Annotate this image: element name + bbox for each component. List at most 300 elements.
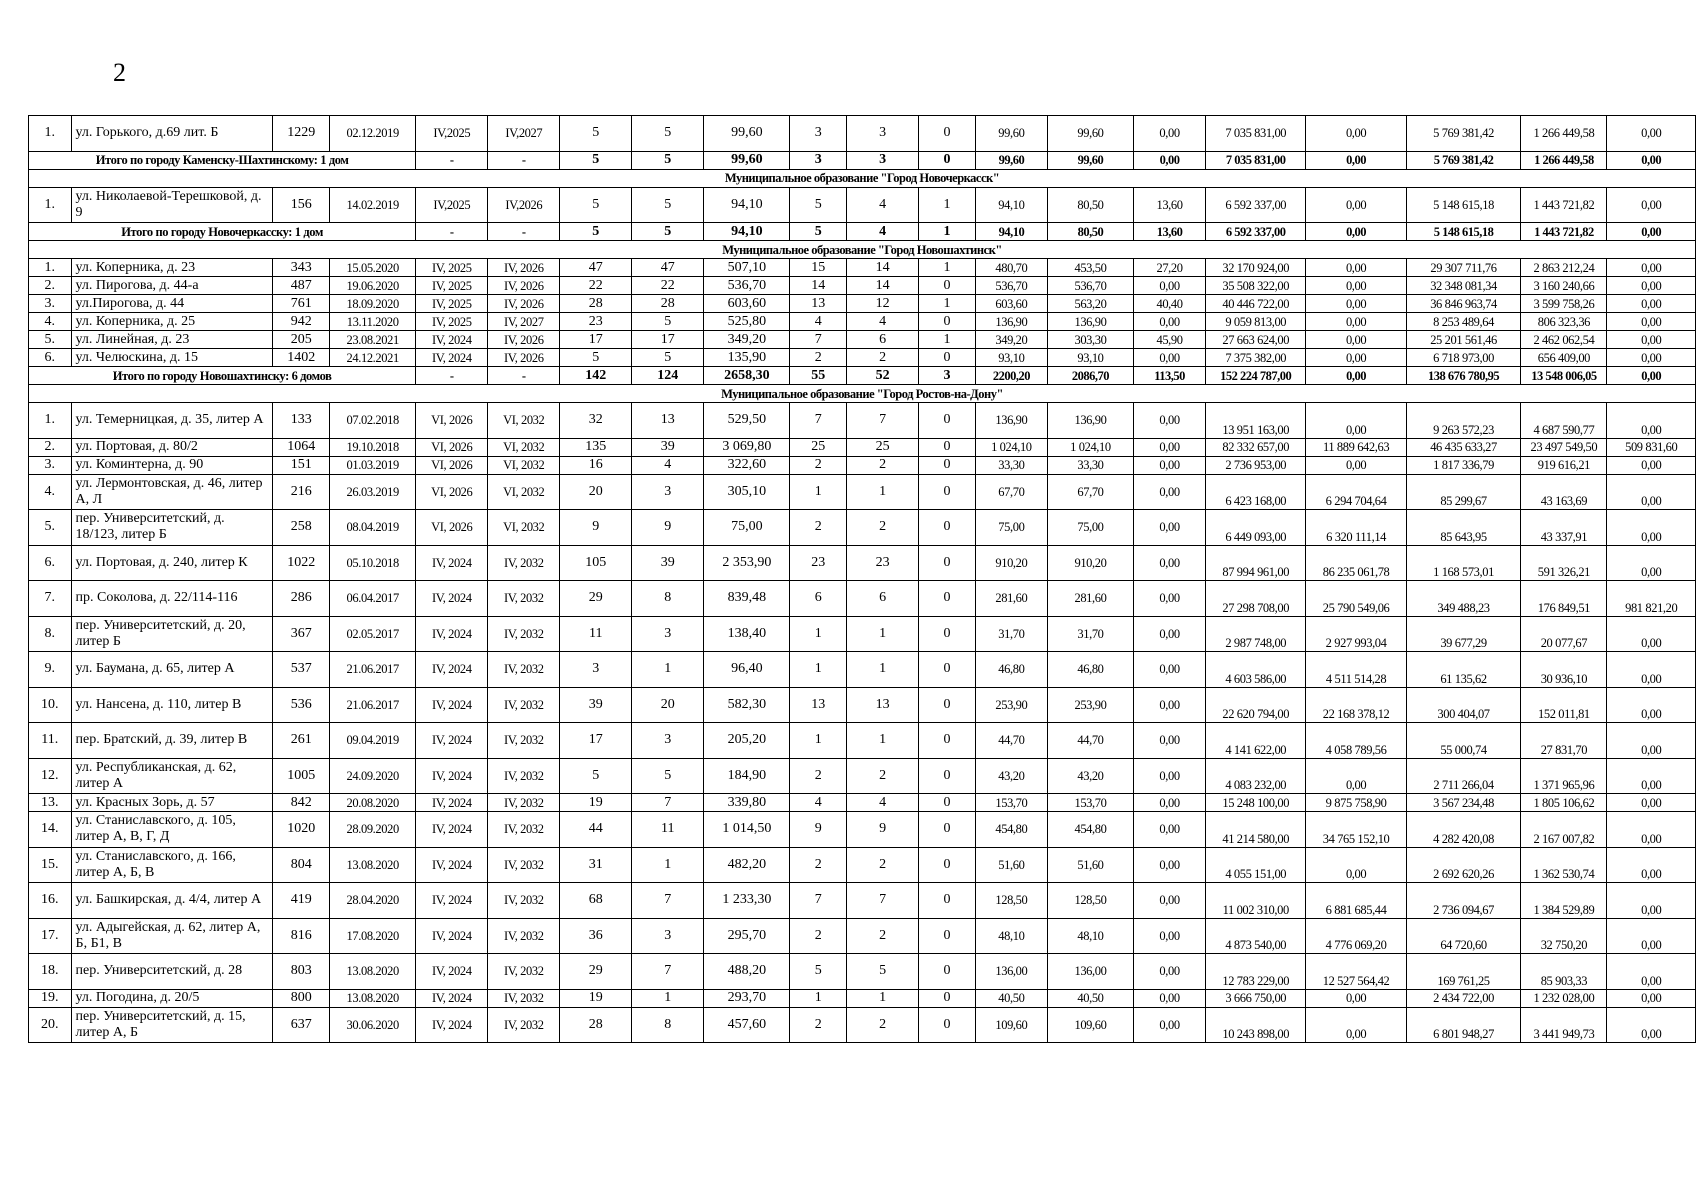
table-cell: 0,00	[1134, 794, 1206, 812]
table-cell: 9 875 758,90	[1306, 794, 1406, 812]
table-cell: 2 736 094,67	[1406, 883, 1521, 919]
table-cell: 31	[560, 847, 632, 883]
table-cell: IV, 2032	[488, 847, 560, 883]
table-cell: 45,90	[1134, 331, 1206, 349]
table-cell: 15	[790, 259, 847, 277]
table-cell: IV, 2026	[488, 331, 560, 349]
table-cell: 47	[560, 259, 632, 277]
table-cell: 0,00	[1607, 652, 1696, 688]
table-cell: IV, 2024	[416, 918, 488, 954]
table-cell: 454,80	[975, 812, 1047, 848]
table-cell: 1022	[273, 545, 330, 581]
total-cell: 5 148 615,18	[1406, 223, 1521, 241]
total-cell: 3	[790, 151, 847, 169]
table-cell: 0,00	[1607, 883, 1696, 919]
table-cell: 30 936,10	[1521, 652, 1607, 688]
table-cell: IV, 2024	[416, 545, 488, 581]
table-cell: 11 889 642,63	[1306, 438, 1406, 456]
table-cell: 0	[919, 456, 976, 474]
table-cell: 67,70	[1047, 474, 1133, 510]
table-cell: 5	[790, 954, 847, 990]
table-cell: 27 663 624,00	[1206, 331, 1306, 349]
table-cell: 22	[632, 277, 704, 295]
table-cell: VI, 2026	[416, 456, 488, 474]
table-cell: 15.05.2020	[330, 259, 416, 277]
table-cell: 7	[632, 883, 704, 919]
total-cell: 99,60	[1047, 151, 1133, 169]
table-row	[29, 116, 1696, 152]
section-heading-row	[29, 241, 1696, 259]
table-row	[29, 187, 1696, 223]
table-cell: 2 927 993,04	[1306, 616, 1406, 652]
table-cell: 29	[560, 581, 632, 617]
table-cell: 8	[632, 1007, 704, 1043]
table-cell: IV, 2032	[488, 954, 560, 990]
housing-register-table	[28, 115, 1696, 1043]
table-cell: 14.02.2019	[330, 187, 416, 223]
table-cell: 1	[790, 474, 847, 510]
table-cell: 152 011,81	[1521, 687, 1607, 723]
table-cell: 258	[273, 510, 330, 546]
table-cell: 19.06.2020	[330, 277, 416, 295]
table-cell: 176 849,51	[1521, 581, 1607, 617]
total-cell: 2086,70	[1047, 367, 1133, 385]
table-cell: 43,20	[975, 758, 1047, 794]
table-cell: 10.	[29, 687, 72, 723]
table-cell: 0,00	[1134, 812, 1206, 848]
address-cell: ул. Республиканская, д. 62, литер А	[71, 758, 273, 794]
table-cell: IV, 2025	[416, 295, 488, 313]
table-cell: 4	[790, 313, 847, 331]
table-cell: 2	[790, 510, 847, 546]
table-cell: 0,00	[1134, 989, 1206, 1007]
table-cell: 529,50	[704, 403, 790, 439]
address-cell: ул.Пирогова, д. 44	[71, 295, 273, 313]
table-cell: IV, 2024	[416, 954, 488, 990]
total-cell: 142	[560, 367, 632, 385]
table-cell: 800	[273, 989, 330, 1007]
table-cell: 138,40	[704, 616, 790, 652]
address-cell: ул. Портовая, д. 80/2	[71, 438, 273, 456]
table-cell: IV, 2026	[488, 295, 560, 313]
table-cell: 13.11.2020	[330, 313, 416, 331]
table-row	[29, 295, 1696, 313]
table-cell: 1005	[273, 758, 330, 794]
table-cell: 43,20	[1047, 758, 1133, 794]
table-cell: 46,80	[1047, 652, 1133, 688]
table-cell: 1	[919, 295, 976, 313]
table-cell: 4 603 586,00	[1206, 652, 1306, 688]
total-cell: -	[488, 367, 560, 385]
table-cell: 94,10	[975, 187, 1047, 223]
table-cell: 0,00	[1134, 438, 1206, 456]
table-cell: 10 243 898,00	[1206, 1007, 1306, 1043]
table-cell: 7	[847, 883, 919, 919]
table-cell: 35 508 322,00	[1206, 277, 1306, 295]
table-cell: 0,00	[1306, 403, 1406, 439]
table-cell: VI, 2026	[416, 474, 488, 510]
table-cell: 2 736 953,00	[1206, 456, 1306, 474]
table-cell: 0,00	[1134, 510, 1206, 546]
table-cell: 0,00	[1134, 847, 1206, 883]
table-cell: 0,00	[1607, 277, 1696, 295]
table-cell: 0	[919, 474, 976, 510]
table-cell: 9 263 572,23	[1406, 403, 1521, 439]
table-cell: 0	[919, 313, 976, 331]
table-cell: 2	[847, 510, 919, 546]
table-cell: 0	[919, 616, 976, 652]
table-cell: 0	[919, 883, 976, 919]
table-cell: 0	[919, 116, 976, 152]
table-cell: 46,80	[975, 652, 1047, 688]
table-cell: 43 337,91	[1521, 510, 1607, 546]
table-cell: 51,60	[1047, 847, 1133, 883]
table-cell: 48,10	[1047, 918, 1133, 954]
table-cell: 5	[560, 758, 632, 794]
table-cell: 1	[847, 723, 919, 759]
table-cell: 0,00	[1607, 295, 1696, 313]
table-cell: 4 687 590,77	[1521, 403, 1607, 439]
table-cell: 4 141 622,00	[1206, 723, 1306, 759]
table-cell: 803	[273, 954, 330, 990]
table-cell: 816	[273, 918, 330, 954]
table-cell: 5.	[29, 510, 72, 546]
table-cell: 14	[847, 277, 919, 295]
table-cell: 22 620 794,00	[1206, 687, 1306, 723]
table-cell: IV, 2026	[488, 277, 560, 295]
table-cell: IV, 2032	[488, 616, 560, 652]
table-cell: 3	[847, 116, 919, 152]
table-cell: 5	[560, 349, 632, 367]
table-cell: IV, 2024	[416, 847, 488, 883]
table-cell: 1	[632, 847, 704, 883]
table-cell: 2	[847, 349, 919, 367]
table-cell: 0,00	[1607, 331, 1696, 349]
table-cell: 0,00	[1607, 116, 1696, 152]
table-cell: 205,20	[704, 723, 790, 759]
table-cell: 86 235 061,78	[1306, 545, 1406, 581]
table-row	[29, 438, 1696, 456]
table-cell: 0,00	[1134, 918, 1206, 954]
table-cell: 32 348 081,34	[1406, 277, 1521, 295]
total-cell: -	[488, 223, 560, 241]
table-cell: 6 294 704,64	[1306, 474, 1406, 510]
table-cell: 1 362 530,74	[1521, 847, 1607, 883]
table-cell: 2	[790, 847, 847, 883]
table-cell: 128,50	[1047, 883, 1133, 919]
table-cell: IV, 2025	[416, 259, 488, 277]
table-cell: 1 266 449,58	[1521, 116, 1607, 152]
table-cell: 39	[632, 545, 704, 581]
table-cell: 1	[790, 616, 847, 652]
address-cell: ул. Станиславского, д. 105, литер А, В, Г, Д	[71, 812, 273, 848]
total-cell: 0,00	[1306, 223, 1406, 241]
table-cell: 48,10	[975, 918, 1047, 954]
table-cell: 40,40	[1134, 295, 1206, 313]
table-cell: 19	[560, 989, 632, 1007]
table-cell: 153,70	[1047, 794, 1133, 812]
table-cell: IV, 2032	[488, 723, 560, 759]
table-cell: 0,00	[1134, 116, 1206, 152]
table-cell: 0,00	[1134, 1007, 1206, 1043]
table-cell: IV,2027	[488, 116, 560, 152]
total-cell: 5	[560, 151, 632, 169]
table-cell: 2.	[29, 277, 72, 295]
address-cell: ул. Лермонтовская, д. 46, литер А, Л	[71, 474, 273, 510]
table-cell: 2 692 620,26	[1406, 847, 1521, 883]
table-cell: 0,00	[1134, 652, 1206, 688]
table-cell: 7	[790, 403, 847, 439]
table-cell: 0,00	[1134, 456, 1206, 474]
section-heading: Муниципальное образование "Город Ростов-на-Дону"	[29, 385, 1696, 403]
table-row	[29, 403, 1696, 439]
table-cell: IV, 2024	[416, 989, 488, 1007]
table-cell: 536,70	[1047, 277, 1133, 295]
table-cell: 0	[919, 403, 976, 439]
table-cell: 19.10.2018	[330, 438, 416, 456]
table-cell: 0,00	[1306, 1007, 1406, 1043]
table-cell: 5	[632, 116, 704, 152]
table-cell: 20	[632, 687, 704, 723]
section-heading-row	[29, 385, 1696, 403]
table-cell: 2	[790, 349, 847, 367]
section-heading: Муниципальное образование "Город Новочеркасск"	[29, 169, 1696, 187]
table-row	[29, 545, 1696, 581]
table-cell: 6	[847, 581, 919, 617]
table-cell: 0,00	[1134, 277, 1206, 295]
table-cell: 1.	[29, 116, 72, 152]
table-cell: 25	[847, 438, 919, 456]
table-cell: 1	[632, 989, 704, 1007]
table-cell: 85 643,95	[1406, 510, 1521, 546]
table-cell: 2	[847, 758, 919, 794]
table-cell: IV, 2032	[488, 918, 560, 954]
total-cell: 7 035 831,00	[1206, 151, 1306, 169]
table-cell: 12	[847, 295, 919, 313]
table-cell: 591 326,21	[1521, 545, 1607, 581]
address-cell: ул. Портовая, д. 240, литер К	[71, 545, 273, 581]
table-cell: 1402	[273, 349, 330, 367]
table-cell: 7 035 831,00	[1206, 116, 1306, 152]
table-cell: 156	[273, 187, 330, 223]
table-cell: 603,60	[975, 295, 1047, 313]
table-cell: 349,20	[704, 331, 790, 349]
table-cell: 12 527 564,42	[1306, 954, 1406, 990]
table-cell: 22	[560, 277, 632, 295]
table-cell: 4.	[29, 313, 72, 331]
total-row	[29, 223, 1696, 241]
table-cell: 4 511 514,28	[1306, 652, 1406, 688]
table-cell: 43 163,69	[1521, 474, 1607, 510]
table-cell: 1.	[29, 259, 72, 277]
table-cell: 0	[919, 794, 976, 812]
table-cell: 1	[847, 989, 919, 1007]
table-cell: 18.	[29, 954, 72, 990]
table-cell: 0	[919, 545, 976, 581]
table-cell: 1 443 721,82	[1521, 187, 1607, 223]
table-cell: 488,20	[704, 954, 790, 990]
table-cell: 9	[632, 510, 704, 546]
table-cell: 656 409,00	[1521, 349, 1607, 367]
table-cell: 5 769 381,42	[1406, 116, 1521, 152]
table-cell: 23.08.2021	[330, 331, 416, 349]
table-cell: 4 873 540,00	[1206, 918, 1306, 954]
table-cell: 2	[790, 758, 847, 794]
table-cell: 3 069,80	[704, 438, 790, 456]
table-cell: 339,80	[704, 794, 790, 812]
table-cell: 5	[632, 349, 704, 367]
table-cell: 7	[632, 954, 704, 990]
table-cell: 2 434 722,00	[1406, 989, 1521, 1007]
table-cell: IV, 2024	[416, 723, 488, 759]
total-cell: -	[416, 151, 488, 169]
table-cell: 0	[919, 723, 976, 759]
table-cell: VI, 2032	[488, 403, 560, 439]
table-cell: 46 435 633,27	[1406, 438, 1521, 456]
table-cell: 5	[790, 187, 847, 223]
table-cell: 23	[560, 313, 632, 331]
table-cell: 75,00	[975, 510, 1047, 546]
table-cell: 23	[847, 545, 919, 581]
table-cell: 4	[790, 794, 847, 812]
table-cell: 36	[560, 918, 632, 954]
table-cell: 02.05.2017	[330, 616, 416, 652]
table-cell: 1 384 529,89	[1521, 883, 1607, 919]
total-cell: 52	[847, 367, 919, 385]
table-cell: 109,60	[975, 1007, 1047, 1043]
table-cell: 28.09.2020	[330, 812, 416, 848]
total-cell: 0,00	[1607, 223, 1696, 241]
total-cell: 124	[632, 367, 704, 385]
table-cell: 0,00	[1134, 349, 1206, 367]
table-cell: 2	[847, 1007, 919, 1043]
table-cell: IV,2025	[416, 187, 488, 223]
table-cell: 5 148 615,18	[1406, 187, 1521, 223]
table-row	[29, 723, 1696, 759]
table-cell: 0,00	[1607, 456, 1696, 474]
table-cell: 6.	[29, 349, 72, 367]
total-cell: 5	[632, 151, 704, 169]
address-cell: ул. Челюскина, д. 15	[71, 349, 273, 367]
table-row	[29, 349, 1696, 367]
table-cell: 09.04.2019	[330, 723, 416, 759]
table-cell: 603,60	[704, 295, 790, 313]
table-cell: 509 831,60	[1607, 438, 1696, 456]
table-cell: 9.	[29, 652, 72, 688]
table-cell: 40,50	[1047, 989, 1133, 1007]
table-cell: IV, 2032	[488, 652, 560, 688]
table-cell: 13 951 163,00	[1206, 403, 1306, 439]
table-cell: 17.08.2020	[330, 918, 416, 954]
table-cell: 525,80	[704, 313, 790, 331]
table-cell: 12 783 229,00	[1206, 954, 1306, 990]
table-cell: 15 248 100,00	[1206, 794, 1306, 812]
table-cell: 109,60	[1047, 1007, 1133, 1043]
table-cell: 1 805 106,62	[1521, 794, 1607, 812]
table-cell: 6.	[29, 545, 72, 581]
table-cell: 13.08.2020	[330, 847, 416, 883]
total-cell: 0,00	[1607, 151, 1696, 169]
table-cell: 44,70	[975, 723, 1047, 759]
table-cell: 910,20	[1047, 545, 1133, 581]
table-cell: 1 024,10	[975, 438, 1047, 456]
table-cell: IV, 2024	[416, 652, 488, 688]
table-cell: 27 298 708,00	[1206, 581, 1306, 617]
table-row	[29, 313, 1696, 331]
total-cell: 94,10	[704, 223, 790, 241]
table-cell: 0,00	[1607, 918, 1696, 954]
table-cell: 29 307 711,76	[1406, 259, 1521, 277]
total-cell: 99,60	[704, 151, 790, 169]
table-cell: 7 375 382,00	[1206, 349, 1306, 367]
table-cell: IV, 2024	[416, 331, 488, 349]
total-cell: -	[416, 223, 488, 241]
table-cell: 6 423 168,00	[1206, 474, 1306, 510]
table-cell: 135,90	[704, 349, 790, 367]
table-cell: 0,00	[1306, 847, 1406, 883]
table-cell: 2	[790, 456, 847, 474]
table-cell: 11 002 310,00	[1206, 883, 1306, 919]
table-cell: 0	[919, 687, 976, 723]
table-cell: 2	[847, 456, 919, 474]
table-cell: 910,20	[975, 545, 1047, 581]
table-cell: 4 058 789,56	[1306, 723, 1406, 759]
table-cell: 20 077,67	[1521, 616, 1607, 652]
table-cell: 582,30	[704, 687, 790, 723]
table-row	[29, 652, 1696, 688]
table-cell: 02.12.2019	[330, 116, 416, 152]
table-cell: 87 994 961,00	[1206, 545, 1306, 581]
table-cell: 32 170 924,00	[1206, 259, 1306, 277]
table-cell: 0	[919, 438, 976, 456]
table-cell: 349,20	[975, 331, 1047, 349]
table-cell: 68	[560, 883, 632, 919]
total-cell: 4	[847, 223, 919, 241]
table-cell: IV, 2025	[416, 277, 488, 295]
table-cell: 295,70	[704, 918, 790, 954]
table-cell: 0,00	[1607, 812, 1696, 848]
table-cell: 13	[790, 295, 847, 313]
table-cell: 0,00	[1306, 313, 1406, 331]
table-cell: 4	[847, 794, 919, 812]
total-cell: -	[488, 151, 560, 169]
table-cell: 75,00	[704, 510, 790, 546]
total-cell: 5	[632, 223, 704, 241]
table-cell: 0,00	[1306, 349, 1406, 367]
table-cell: 3 599 758,26	[1521, 295, 1607, 313]
table-cell: 0,00	[1306, 456, 1406, 474]
table-cell: 2	[847, 918, 919, 954]
table-cell: 14	[847, 259, 919, 277]
table-cell: IV, 2032	[488, 1007, 560, 1043]
table-cell: 3	[632, 723, 704, 759]
table-cell: 1	[790, 723, 847, 759]
table-cell: 21.06.2017	[330, 687, 416, 723]
total-cell: 2200,20	[975, 367, 1047, 385]
table-cell: 4	[632, 456, 704, 474]
table-cell: 0	[919, 510, 976, 546]
table-cell: 205	[273, 331, 330, 349]
table-cell: 7.	[29, 581, 72, 617]
table-cell: 67,70	[975, 474, 1047, 510]
table-cell: 18.09.2020	[330, 295, 416, 313]
total-row	[29, 151, 1696, 169]
table-cell: 0,00	[1134, 403, 1206, 439]
table-cell: 0,00	[1134, 883, 1206, 919]
table-cell: 12.	[29, 758, 72, 794]
table-cell: 39 677,29	[1406, 616, 1521, 652]
table-cell: IV, 2024	[416, 687, 488, 723]
